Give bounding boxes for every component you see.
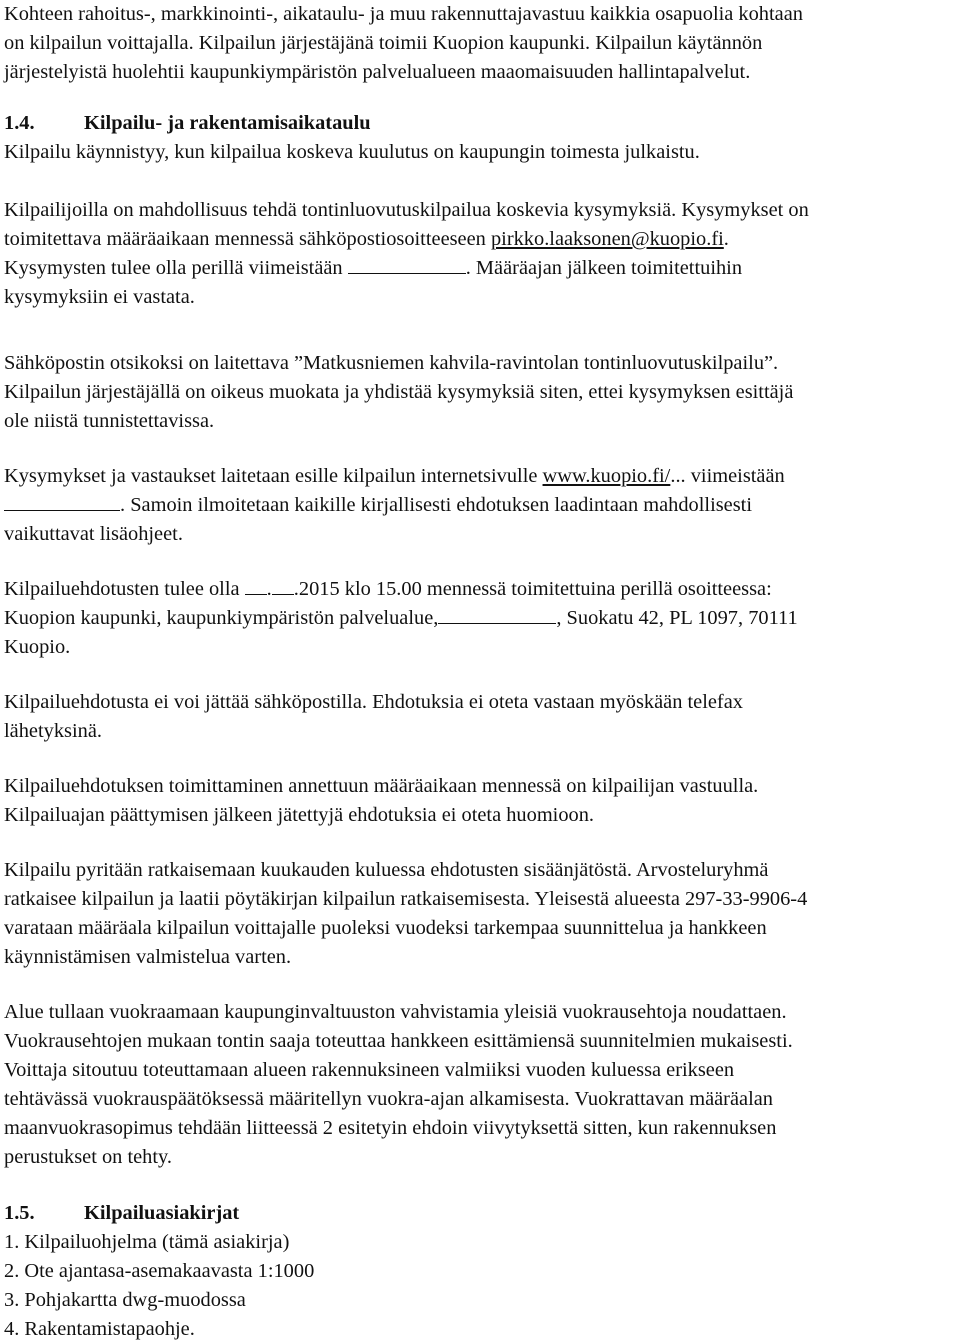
list-item: 4. Rakentamistapaohje. <box>4 1318 195 1340</box>
submission-line-3: Kuopio. <box>4 636 71 658</box>
responsibility-line-1: Kilpailuehdotuksen toimittaminen annettuun määräaikaan mennessä on kilpailijan vastuulla. <box>4 775 759 797</box>
month-blank <box>272 593 294 595</box>
email-subject-paragraph <box>4 349 956 436</box>
lease-line-3: Voittaja sitoutuu toteuttamaan alueen rakennuksineen valmiiksi vuoden kuluessa erikseen <box>4 1059 735 1081</box>
lease-line-5: maanvuokrasopimus tehdään liitteessä 2 esitetyin ehdoin viivytyksettä sitten, kun rakennuksen <box>4 1117 777 1139</box>
list-item: 2. Ote ajantasa-asemakaavasta 1:1000 <box>4 1260 315 1282</box>
schedule-paragraph-1: Kilpailu käynnistyy, kun kilpailua koskeva kuulutus on kaupungin toimesta julkaistu. <box>4 141 700 163</box>
questions-deadline-text: Kysymysten tulee olla perillä viimeistään <box>4 257 348 279</box>
no-email-paragraph <box>4 688 956 746</box>
submission-dot: . <box>266 578 272 600</box>
questions-deadline-end: . Määräajan jälkeen toimitettuihin <box>465 257 743 279</box>
responsibility-line-2: Kilpailuajan päättymisen jälkeen jätettyjä ehdotuksia ei oteta huomioon. <box>4 804 595 826</box>
answers-line-2 <box>4 491 956 520</box>
deadline-blank <box>348 272 466 274</box>
questions-line-2 <box>4 225 956 254</box>
intro-line-1: Kohteen rahoitus-, markkinointi-, aikataulu- ja muu rakennuttajavastuu kaikkia osapuolia kohtaan <box>4 3 803 25</box>
submission-line-1-end: .2015 klo 15.00 mennessä toimitettuina perillä osoitteessa: <box>293 578 772 600</box>
answers-paragraph <box>4 462 956 549</box>
responsibility-paragraph <box>4 772 956 830</box>
subject-line-2: Kilpailun järjestäjällä on oikeus muokata ja yhdistää kysymyksiä siten, ettei kysymyksen esittäjä <box>4 381 794 403</box>
document-list <box>4 1228 956 1344</box>
answers-line-2-text: . Samoin ilmoitetaan kaikille kirjallisesti ehdotuksen laadintaan mahdollisesti <box>120 494 752 516</box>
section-1-5-number: 1.5. <box>4 1202 35 1224</box>
list-item: 1. Kilpailuohjelma (tämä asiakirja) <box>4 1231 290 1253</box>
intro-line-2: on kilpailun voittajalla. Kilpailun järjestäjänä toimii Kuopion kaupunki. Kilpailun käytännön <box>4 32 763 54</box>
submission-address-end: , Suokatu 42, PL 1097, 70111 <box>556 607 798 629</box>
lease-paragraph <box>4 998 956 1172</box>
evaluation-line-2: ratkaisee kilpailun ja laatii pöytäkirjan kilpailun ratkaisemisesta. Yleisestä alueesta 297-33-9906-4 <box>4 888 808 910</box>
intro-paragraph <box>4 0 956 87</box>
section-1-4-heading <box>4 109 956 138</box>
evaluation-line-3: varataan määräala kilpailun voittajalle puoleksi vuodeksi tarkempaa suunnittelua ja hankkeen <box>4 917 767 939</box>
section-1-5-heading <box>4 1199 956 1228</box>
section-1-4-number: 1.4. <box>4 112 35 134</box>
questions-line-4: kysymyksiin ei vastata. <box>4 286 195 308</box>
evaluation-paragraph <box>4 856 956 972</box>
lease-line-1: Alue tullaan vuokraamaan kaupunginvaltuuston vahvistamia yleisiä vuokrausehtoja noudattaen. <box>4 1001 787 1023</box>
submission-paragraph <box>4 575 956 662</box>
questions-line-3 <box>4 254 956 283</box>
lease-line-6: perustukset on tehty. <box>4 1146 173 1168</box>
website-link[interactable]: www.kuopio.fi/ <box>542 465 671 487</box>
no-email-line-2: lähetyksinä. <box>4 720 102 742</box>
subject-line-3: ole niistä tunnistettavissa. <box>4 410 215 432</box>
questions-paragraph <box>4 196 956 312</box>
lease-line-2: Vuokrausehtojen mukaan tontin saaja toteuttaa hankkeen esittämiensä suunnitelmien mukaisesti. <box>4 1030 793 1052</box>
submission-line-1-text: Kilpailuehdotusten tulee olla <box>4 578 245 600</box>
submission-line-1 <box>4 575 956 604</box>
submission-address-text: Kuopion kaupunki, kaupunkiympäristön palvelualue, <box>4 607 439 629</box>
section-1-5-title: Kilpailuasiakirjat <box>84 1202 240 1224</box>
submission-line-2 <box>4 604 956 633</box>
lease-line-4: tehtävässä vuokrauspäätöksessä määritellyn vuokra-ajan alkamisesta. Vuokrattavan määräalan <box>4 1088 773 1110</box>
day-blank <box>245 593 267 595</box>
answers-line-1-text: Kysymykset ja vastaukset laitetaan esille kilpailun internetsivulle <box>4 465 543 487</box>
questions-line-2-end: . <box>723 228 729 250</box>
answers-deadline-blank <box>4 509 120 511</box>
answers-line-1-end: ... viimeistään <box>670 465 785 487</box>
email-link[interactable]: pirkko.laaksonen@kuopio.fi <box>490 228 724 250</box>
subject-line-1: Sähköpostin otsikoksi on laitettava ”Matkusniemen kahvila-ravintolan tontinluovutuskilpailu”. <box>4 352 779 374</box>
list-item: 3. Pohjakartta dwg-muodossa <box>4 1289 246 1311</box>
questions-line-2-text: toimitettava määräaikaan mennessä sähköpostiosoitteeseen <box>4 228 491 250</box>
evaluation-line-4: käynnistämisen valmistelua varten. <box>4 946 292 968</box>
section-1-4-title: Kilpailu- ja rakentamisaikataulu <box>84 112 371 134</box>
no-email-line-1: Kilpailuehdotusta ei voi jättää sähköpostilla. Ehdotuksia ei oteta vastaan myöskään telefax <box>4 691 743 713</box>
answers-line-1 <box>4 462 956 491</box>
intro-line-3: järjestelyistä huolehtii kaupunkiympäristön palvelualueen maaomaisuuden hallintapalvelut. <box>4 61 751 83</box>
address-blank <box>438 622 556 624</box>
questions-line-1: Kilpailijoilla on mahdollisuus tehdä tontinluovutuskilpailua koskevia kysymyksiä. Kysymykset on <box>4 199 809 221</box>
evaluation-line-1: Kilpailu pyritään ratkaisemaan kuukauden kuluessa ehdotusten sisäänjätöstä. Arvosteluryhmä <box>4 859 769 881</box>
answers-line-3: vaikuttavat lisäohjeet. <box>4 523 183 545</box>
